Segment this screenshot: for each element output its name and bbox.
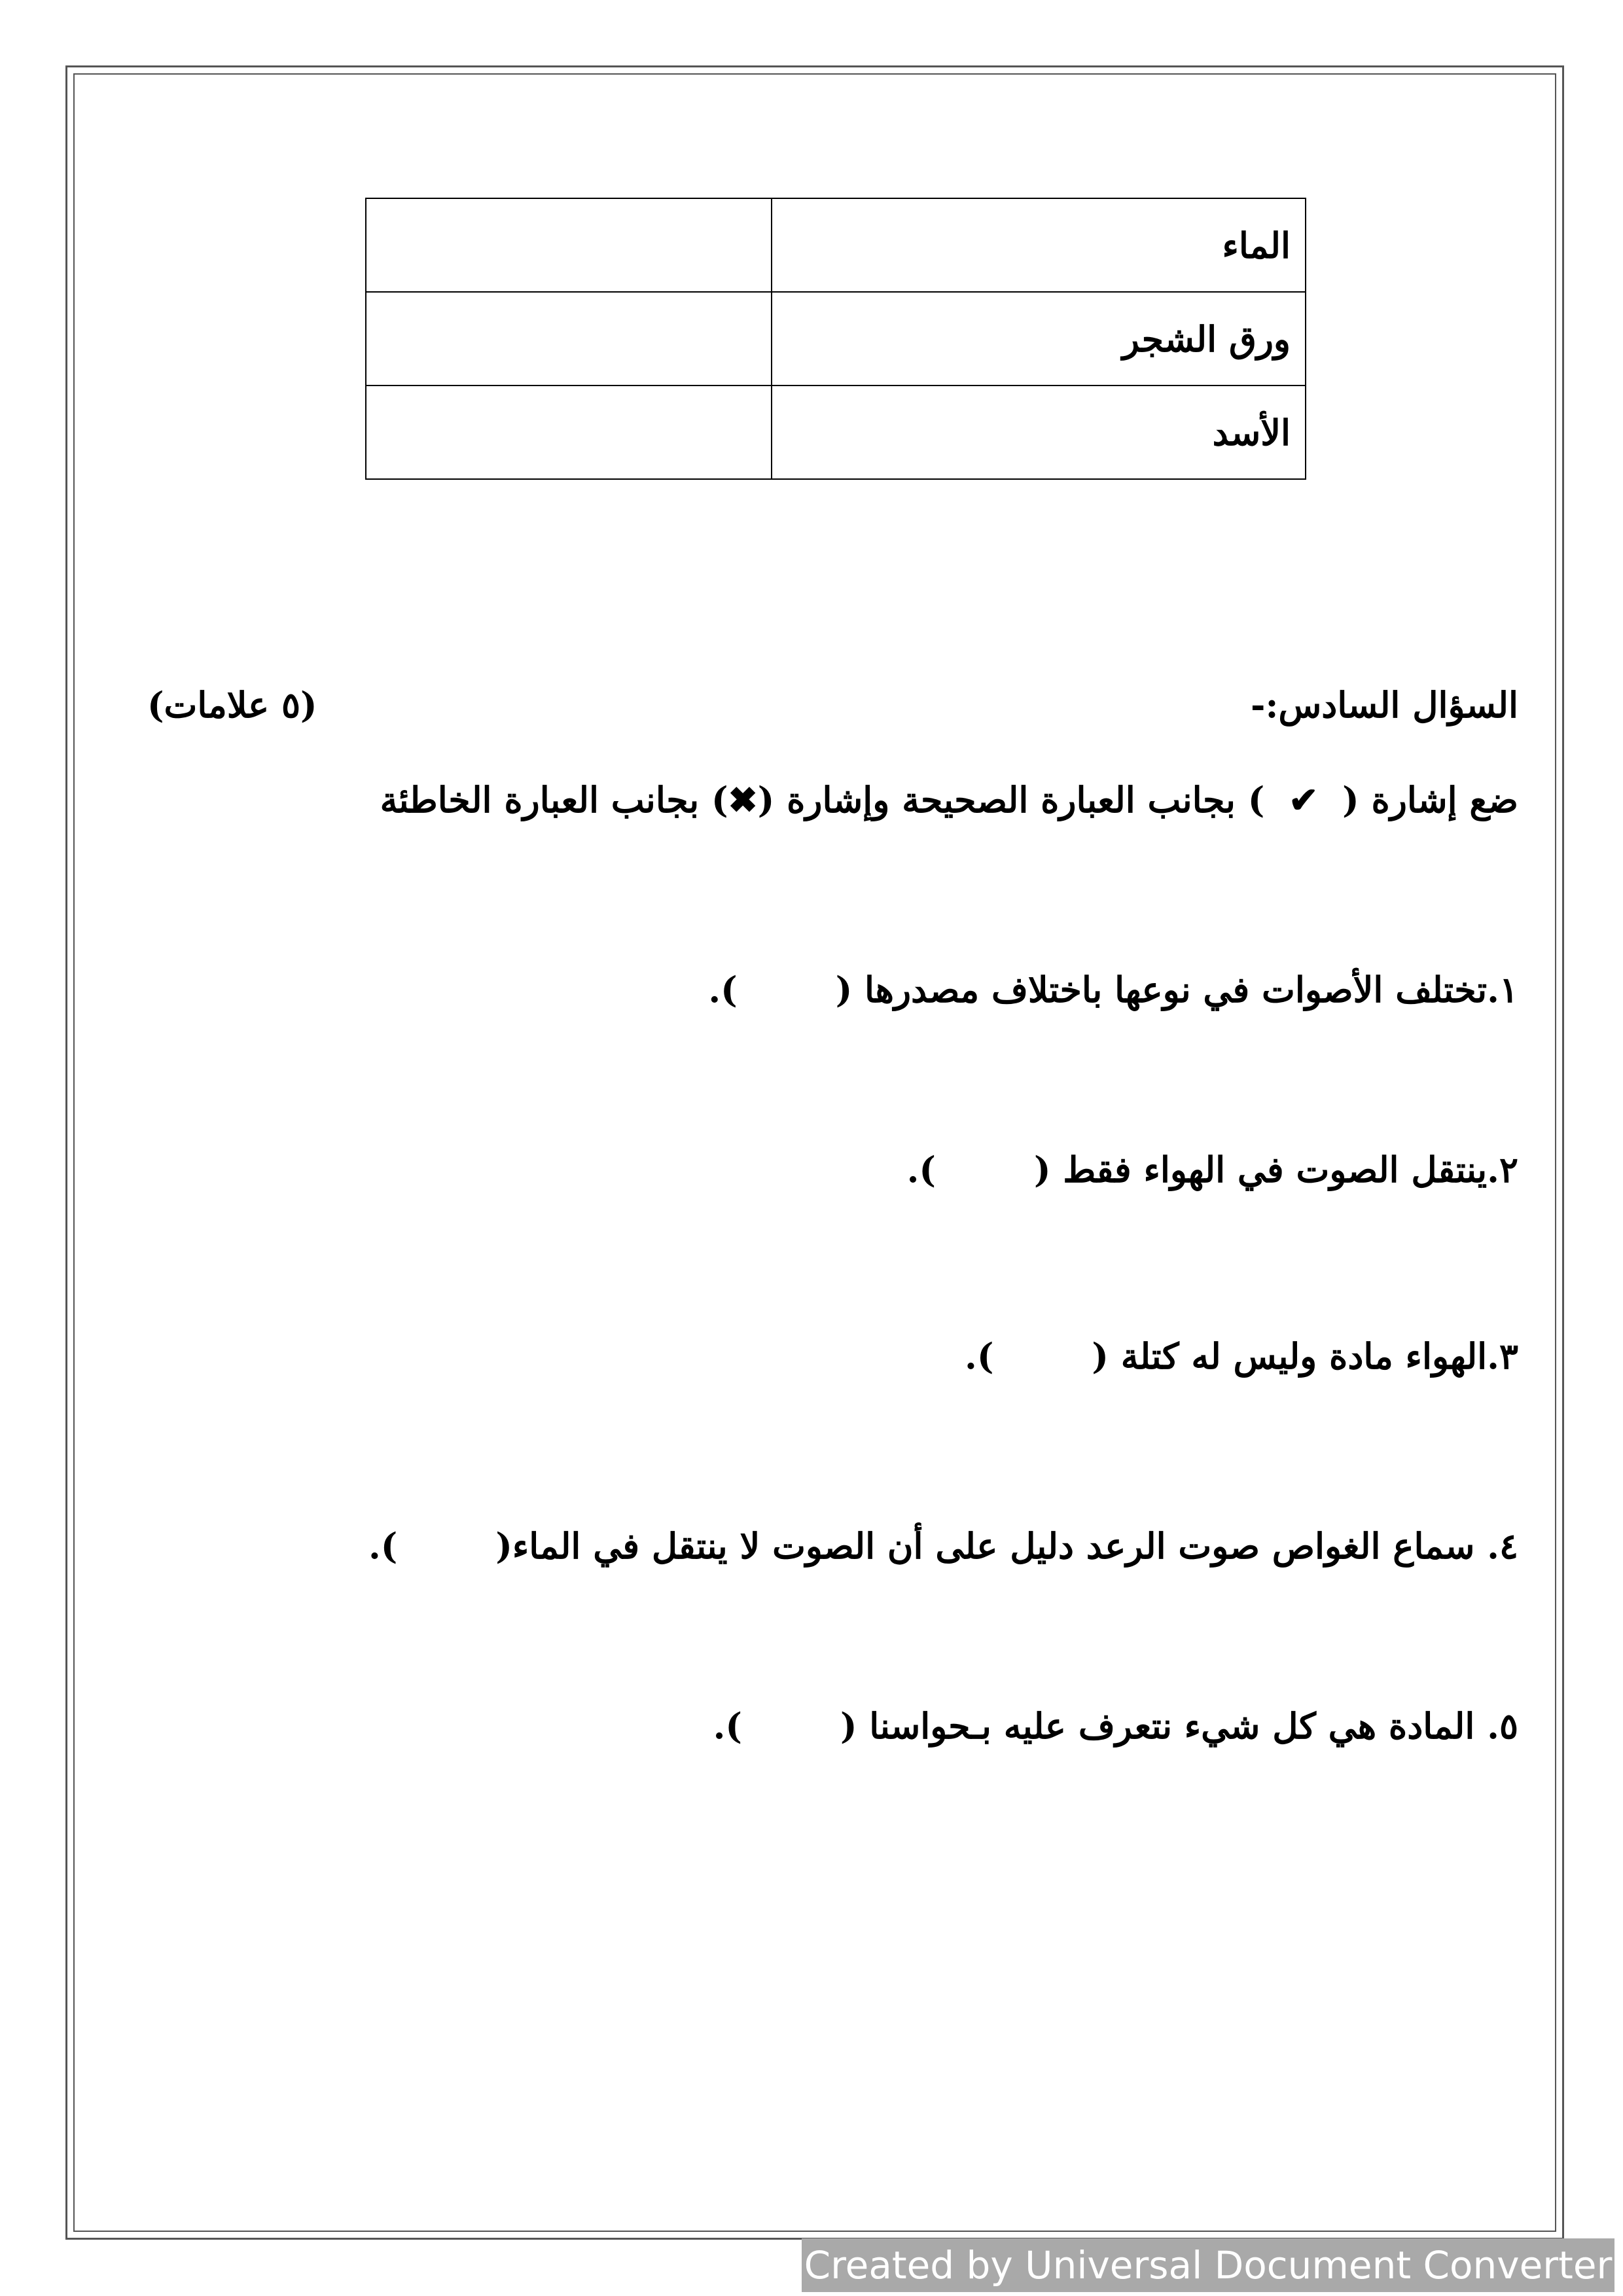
list-item [965,1335,1518,1377]
list-item [713,1705,1518,1747]
converter-watermark: Created by Universal Document Converter [802,2238,1614,2292]
item-text: ١.تختلف الأصوات في نوعها باختلاف مصدرها ( [835,969,1518,1011]
table-row [366,292,1306,386]
table-cell-name: ورق الشجر [772,292,1306,386]
instruction-text: ) بجانب العبارة الصحيحة وإشارة ( [757,779,1265,821]
table-cell-answer[interactable] [366,198,772,292]
table-row [366,386,1306,479]
table-cell-answer[interactable] [366,292,772,386]
item-end: ). [906,1149,936,1191]
list-item [368,1525,1518,1567]
item-text: ٥. المادة هي كل شيء نتعرف عليه بـحواسنا ( [840,1705,1518,1747]
item-end: ). [708,969,738,1011]
question-marks: (٥ علامات) [147,684,317,726]
table-row [366,198,1306,292]
question-title: السؤال السادس:- [1251,684,1518,726]
instruction-text: ضع إشارة ( [1342,779,1518,821]
table-cell-answer[interactable] [366,386,772,479]
x-icon: ✖ [728,779,758,821]
list-item [708,969,1518,1011]
check-icon: ✔ [1289,779,1319,821]
list-item [907,1149,1518,1191]
table-cell-name: الأسد [772,386,1306,479]
classification-table [365,198,1306,480]
table-cell-name: الماء [772,198,1306,292]
item-end: ). [965,1335,994,1377]
item-end: ). [368,1525,398,1567]
item-text: ٢.ينتقل الصوت في الهواء فقط ( [1033,1149,1518,1191]
item-text: ٣.الهواء مادة وليس له كتلة ( [1092,1335,1518,1377]
item-text: ٤. سماع الغواص صوت الرعد دليل على أن الصوت لا ينتقل في الماء( [495,1525,1518,1567]
question-instruction [380,779,1518,821]
item-end: ). [713,1705,742,1747]
instruction-text: ) بجانب العبارة الخاطئة [380,779,728,821]
